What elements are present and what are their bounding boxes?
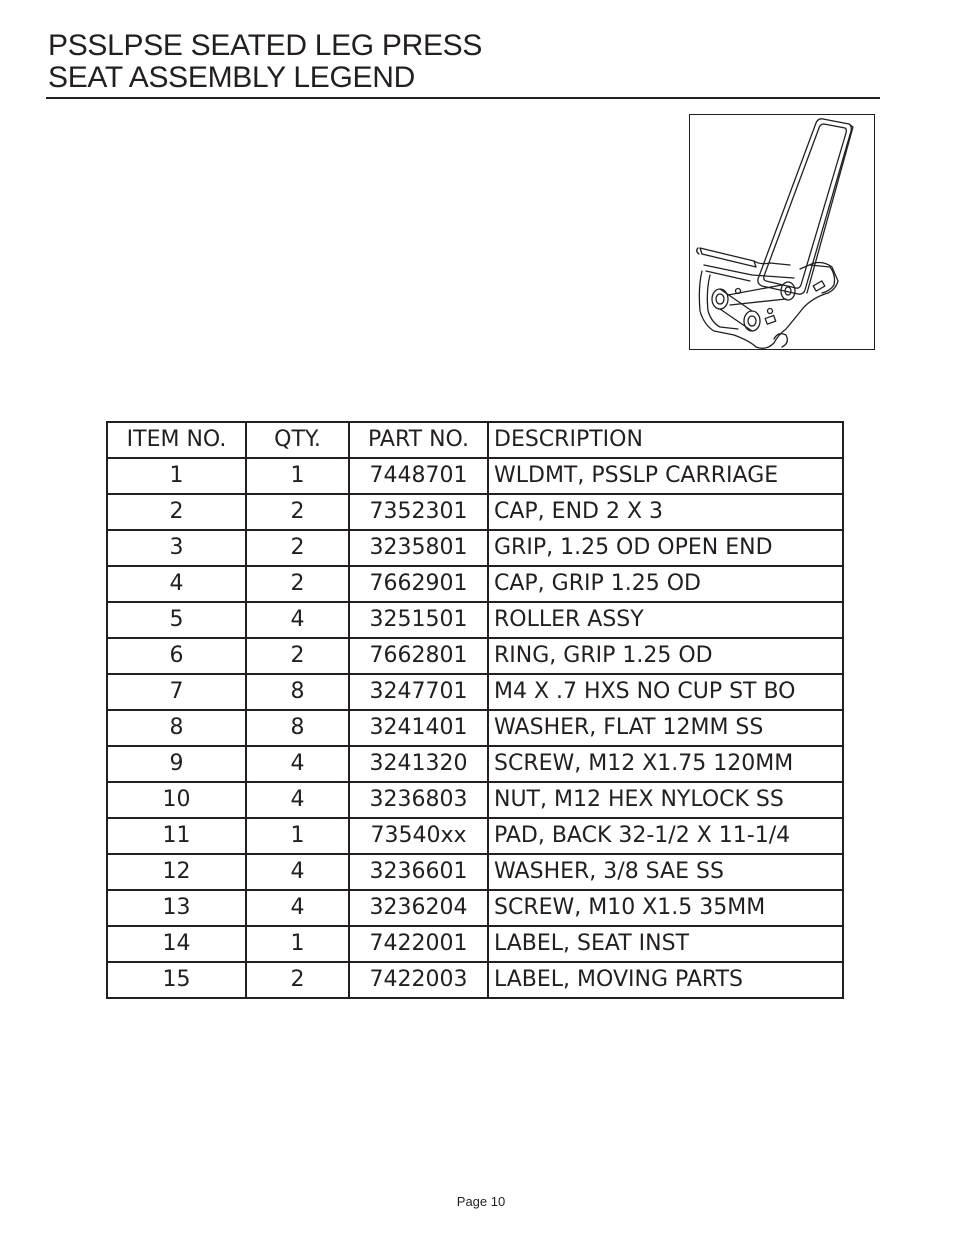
table-row [107,638,843,674]
item-no-cell: 3 [107,530,246,566]
header-qty: QTY. [246,422,349,458]
item-no-cell: 12 [107,854,246,890]
qty-cell: 4 [246,602,349,638]
item-no-cell: 15 [107,962,246,998]
table-row [107,818,843,854]
qty-cell: 4 [246,854,349,890]
part-no-cell: 3236601 [349,854,488,890]
qty-cell: 4 [246,782,349,818]
table-row [107,674,843,710]
qty-cell: 1 [246,926,349,962]
item-no-cell: 4 [107,566,246,602]
table-row [107,566,843,602]
item-no-cell: 7 [107,674,246,710]
part-no-cell: 7448701 [349,458,488,494]
description-cell: WASHER, 3/8 SAE SS [488,854,843,890]
part-no-cell: 3235801 [349,530,488,566]
parts-legend-table [106,421,844,999]
qty-cell: 2 [246,566,349,602]
description-cell: WLDMT, PSSLP CARRIAGE [488,458,843,494]
item-no-cell: 1 [107,458,246,494]
table-row [107,710,843,746]
part-no-cell: 7662801 [349,638,488,674]
table-row [107,782,843,818]
part-no-cell: 3241401 [349,710,488,746]
description-cell: GRIP, 1.25 OD OPEN END [488,530,843,566]
table-row [107,602,843,638]
part-no-cell: 3251501 [349,602,488,638]
part-no-cell: 7662901 [349,566,488,602]
part-no-cell: 7352301 [349,494,488,530]
item-no-cell: 8 [107,710,246,746]
item-no-cell: 14 [107,926,246,962]
qty-cell: 4 [246,746,349,782]
description-cell: SCREW, M12 X1.75 120MM [488,746,843,782]
table-row [107,494,843,530]
qty-cell: 2 [246,638,349,674]
table-row [107,926,843,962]
page-number: Page 10 [456,1194,506,1209]
description-cell: WASHER, FLAT 12MM SS [488,710,843,746]
header-item-no: ITEM NO. [107,422,246,458]
qty-cell: 2 [246,962,349,998]
part-no-cell: 3236204 [349,890,488,926]
table-row [107,854,843,890]
description-cell: RING, GRIP 1.25 OD [488,638,843,674]
qty-cell: 2 [246,494,349,530]
header-description: DESCRIPTION [488,422,843,458]
qty-cell: 4 [246,890,349,926]
description-cell: SCREW, M10 X1.5 35MM [488,890,843,926]
part-no-cell: 7422001 [349,926,488,962]
description-cell: CAP, GRIP 1.25 OD [488,566,843,602]
part-no-cell: 73540xx [349,818,488,854]
title-divider [46,97,880,99]
qty-cell: 8 [246,674,349,710]
table-row [107,890,843,926]
item-no-cell: 9 [107,746,246,782]
header-part-no: PART NO. [349,422,488,458]
description-cell: NUT, M12 HEX NYLOCK SS [488,782,843,818]
description-cell: LABEL, SEAT INST [488,926,843,962]
part-no-cell: 3241320 [349,746,488,782]
table-row [107,746,843,782]
description-cell: M4 X .7 HXS NO CUP ST BO [488,674,843,710]
item-no-cell: 2 [107,494,246,530]
item-no-cell: 6 [107,638,246,674]
description-cell: ROLLER ASSY [488,602,843,638]
description-cell: LABEL, MOVING PARTS [488,962,843,998]
item-no-cell: 11 [107,818,246,854]
description-cell: CAP, END 2 X 3 [488,494,843,530]
part-no-cell: 3236803 [349,782,488,818]
page-title-line-2: SEAT ASSEMBLY LEGEND [48,61,415,94]
qty-cell: 1 [246,818,349,854]
seat-assembly-illustration [689,114,875,350]
table-row [107,530,843,566]
page-title-line-1: PSSLPSE SEATED LEG PRESS [48,29,483,62]
qty-cell: 8 [246,710,349,746]
table-header-row [107,422,843,458]
description-cell: PAD, BACK 32-1/2 X 11-1/4 [488,818,843,854]
item-no-cell: 13 [107,890,246,926]
item-no-cell: 5 [107,602,246,638]
qty-cell: 2 [246,530,349,566]
table-row [107,458,843,494]
table-row [107,962,843,998]
item-no-cell: 10 [107,782,246,818]
qty-cell: 1 [246,458,349,494]
part-no-cell: 3247701 [349,674,488,710]
part-no-cell: 7422003 [349,962,488,998]
